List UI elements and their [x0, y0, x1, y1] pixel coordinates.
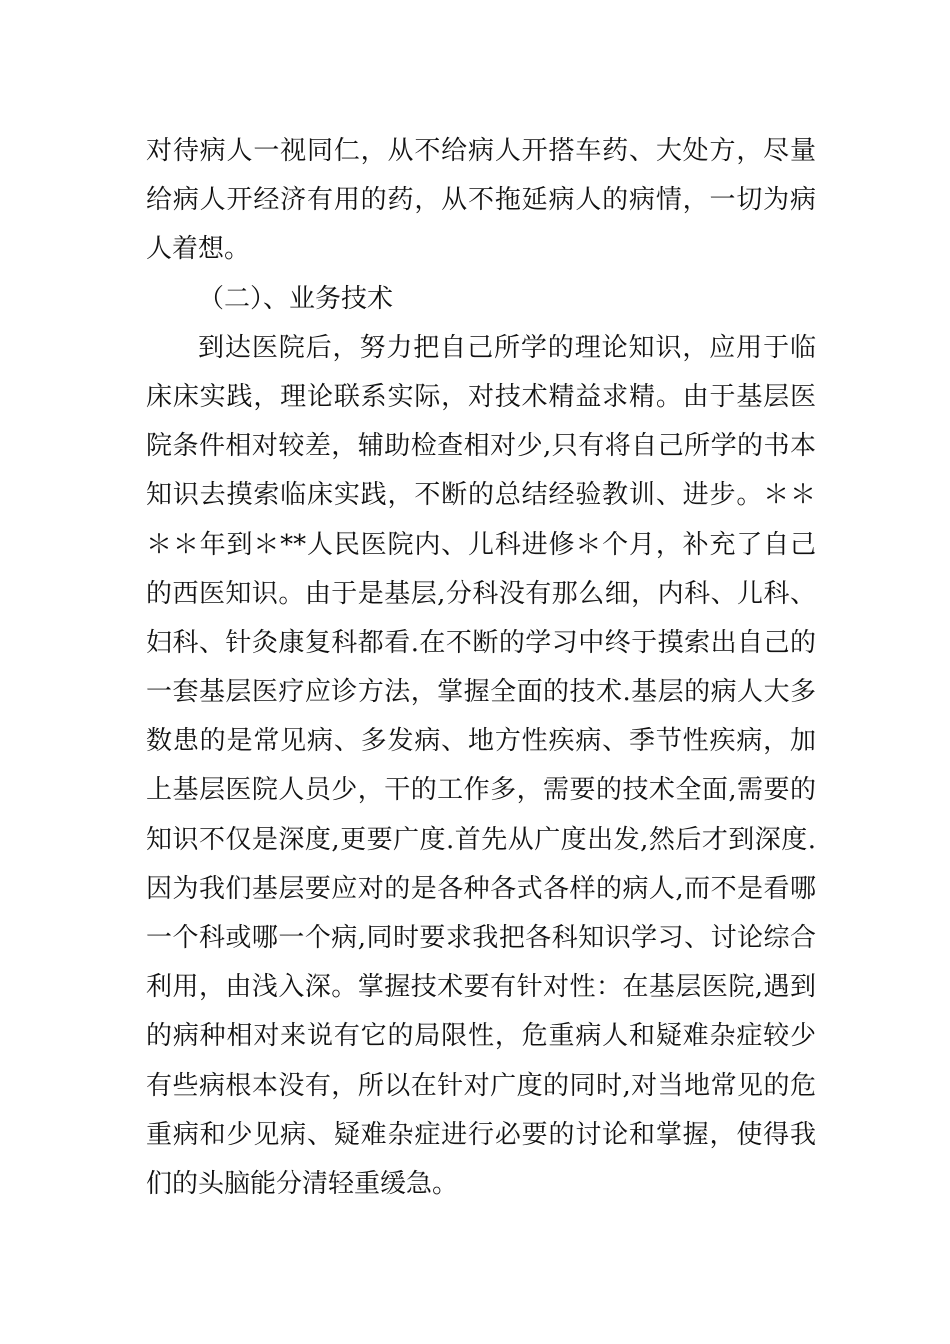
text-line: 妇科、针灸康复科都看.在不断的学习中终于摸索出自己的 — [146, 627, 816, 658]
body-text — [146, 127, 816, 1209]
text-line: 数患的是常见病、多发病、地方性疾病、季节性疾病，加 — [146, 726, 816, 757]
section-heading: （二）、业务技术 — [198, 283, 394, 314]
text-line: 一个科或哪一个病,同时要求我把各科知识学习、讨论综合 — [146, 923, 816, 953]
text-line: 因为我们基层要应对的是各种各式各样的病人,而不是看哪 — [146, 873, 816, 904]
text-line: 们的头脑能分清轻重缓急。 — [146, 1168, 459, 1199]
text-line: 的病种相对来说有它的局限性，危重病人和疑难杂症较少 — [146, 1021, 816, 1052]
text-line: 上基层医院人员少，干的工作多，需要的技术全面,需要的 — [146, 775, 816, 806]
text-line: ＊＊年到＊**人民医院内、儿科进修＊个月，补充了自己 — [146, 529, 816, 560]
text-line: 到达医院后，努力把自己所学的理论知识，应用于临 — [198, 332, 816, 363]
text-line: 有些病根本没有，所以在针对广度的同时,对当地常见的危 — [146, 1070, 816, 1101]
text-line: 人着想。 — [146, 234, 251, 265]
text-line: 床床实践，理论联系实际，对技术精益求精。由于基层医 — [146, 381, 816, 412]
text-line: 重病和少见病、疑难杂症进行必要的讨论和掌握，使得我 — [146, 1119, 816, 1150]
text-line: 院条件相对较差，辅助检查相对少,只有将自己所学的书本 — [146, 431, 816, 462]
text-line: 的西医知识。由于是基层,分科没有那么细，内科、儿科、 — [146, 578, 816, 609]
text-line: 知识不仅是深度,更要广度.首先从广度出发,然后才到深度. — [146, 824, 816, 855]
text-line: 对待病人一视同仁，从不给病人开搭车药、大处方，尽量 — [146, 136, 816, 166]
text-line: 知识去摸索临床实践，不断的总结经验教训、进步。＊＊ — [146, 480, 816, 511]
text-line: 利用，由浅入深。掌握技术要有针对性：在基层医院,遇到 — [146, 972, 816, 1003]
text-line: 给病人开经济有用的药，从不拖延病人的病情，一切为病 — [146, 185, 816, 216]
text-line: 一套基层医疗应诊方法，掌握全面的技术.基层的病人大多 — [146, 677, 816, 708]
